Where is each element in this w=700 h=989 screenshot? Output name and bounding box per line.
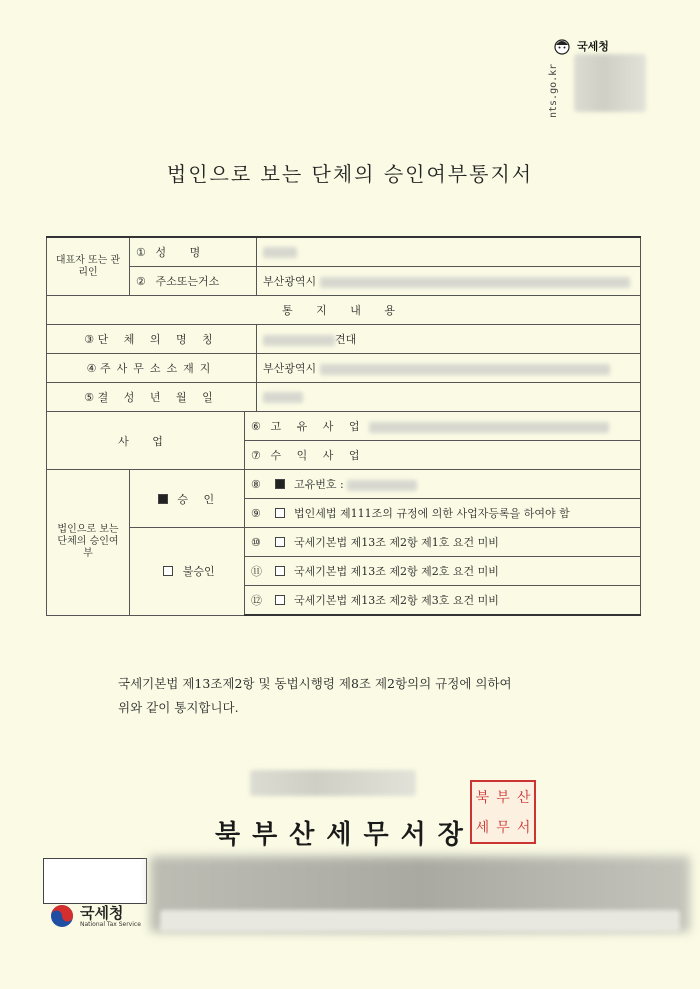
- founding-date-value: [257, 383, 641, 412]
- mascot-icon: [553, 37, 571, 55]
- business-item-own: ⑥ 고 유 사 업: [245, 412, 641, 441]
- statement-line-1: 국세기본법 제13조제2항 및 동법시행령 제8조 제2항의의 규정에 의하여: [118, 676, 512, 691]
- nts-logo: [50, 904, 141, 928]
- item-12-checkbox: [275, 595, 285, 605]
- main-office-label: ④ 주사무소소재지: [47, 354, 257, 383]
- group-name-label: ③ 단 체 의 명 칭: [47, 325, 257, 354]
- approval-group-label: 법인으로 보는 단체의 승인여부: [47, 470, 130, 616]
- redacted-header-code: [574, 54, 646, 112]
- tax-office-name: 북부산세무서장: [215, 820, 475, 850]
- address-label-cell: ② 주소또는거소: [130, 267, 257, 296]
- name-value: [257, 237, 641, 267]
- group-name-value: 견대: [257, 325, 641, 354]
- agency-badge-label: 국세청: [577, 40, 609, 53]
- reject-item-11: ⑪ 국세기본법 제13조 제2항 제2호 요건 미비: [245, 557, 641, 586]
- logo-korean-text: 국세청: [80, 903, 124, 922]
- notice-statement: [118, 672, 512, 720]
- notice-content-header: 통 지 내 용: [47, 296, 641, 325]
- rejected-checkbox: [163, 566, 173, 576]
- founding-date-label: ⑤ 결 성 년 월 일: [47, 383, 257, 412]
- address-value: 부산광역시: [257, 267, 641, 296]
- redacted-date: [250, 770, 416, 796]
- document-title: 법인으로 보는 단체의 승인여부통지서: [166, 162, 534, 186]
- redacted-name: [263, 247, 297, 258]
- business-label: 사 업: [47, 412, 245, 470]
- side-code: nts.go.kr: [548, 63, 559, 118]
- redacted-office-address: [320, 364, 610, 375]
- approval-item-9: ⑨ 법인세법 제111조의 규정에 의한 사업자등록을 하여야 함: [245, 499, 641, 528]
- redacted-founding-date: [263, 392, 303, 403]
- reject-item-10: ⑩ 국세기본법 제13조 제2항 제1호 요건 미비: [245, 528, 641, 557]
- official-seal: 북 부 산 세 무 서: [470, 780, 536, 844]
- redacted-group-name: [263, 335, 335, 346]
- approval-item-8: ⑧ 고유번호 :: [245, 470, 641, 499]
- redacted-address: [320, 277, 630, 288]
- agency-badge: [553, 37, 609, 55]
- name-label-cell: ① 성 명: [130, 237, 257, 267]
- redacted-own-business: [369, 422, 609, 433]
- main-office-value: 부산광역시: [257, 354, 641, 383]
- notice-form-table: [46, 236, 641, 616]
- redacted-registration-number: [347, 480, 417, 491]
- statement-line-2: 위와 같이 통지합니다.: [118, 700, 239, 715]
- approved-option: 승 인: [130, 470, 245, 528]
- item-10-checkbox: [275, 537, 285, 547]
- approved-checkbox: [158, 494, 168, 504]
- reject-item-12: ⑫ 국세기본법 제13조 제2항 제3호 요건 미비: [245, 586, 641, 616]
- rejected-option: 불승인: [130, 528, 245, 616]
- business-item-profit: ⑦ 수 익 사 업: [245, 441, 641, 470]
- taegeuk-icon: [50, 904, 74, 928]
- item-8-checkbox: [275, 479, 285, 489]
- representative-group-label: 대표자 또는 관리인: [47, 237, 130, 296]
- logo-english-text: National Tax Service: [80, 920, 141, 928]
- item-9-checkbox: [275, 508, 285, 518]
- item-11-checkbox: [275, 566, 285, 576]
- redacted-footer-strip: [160, 910, 680, 932]
- footer-empty-box: [43, 858, 147, 904]
